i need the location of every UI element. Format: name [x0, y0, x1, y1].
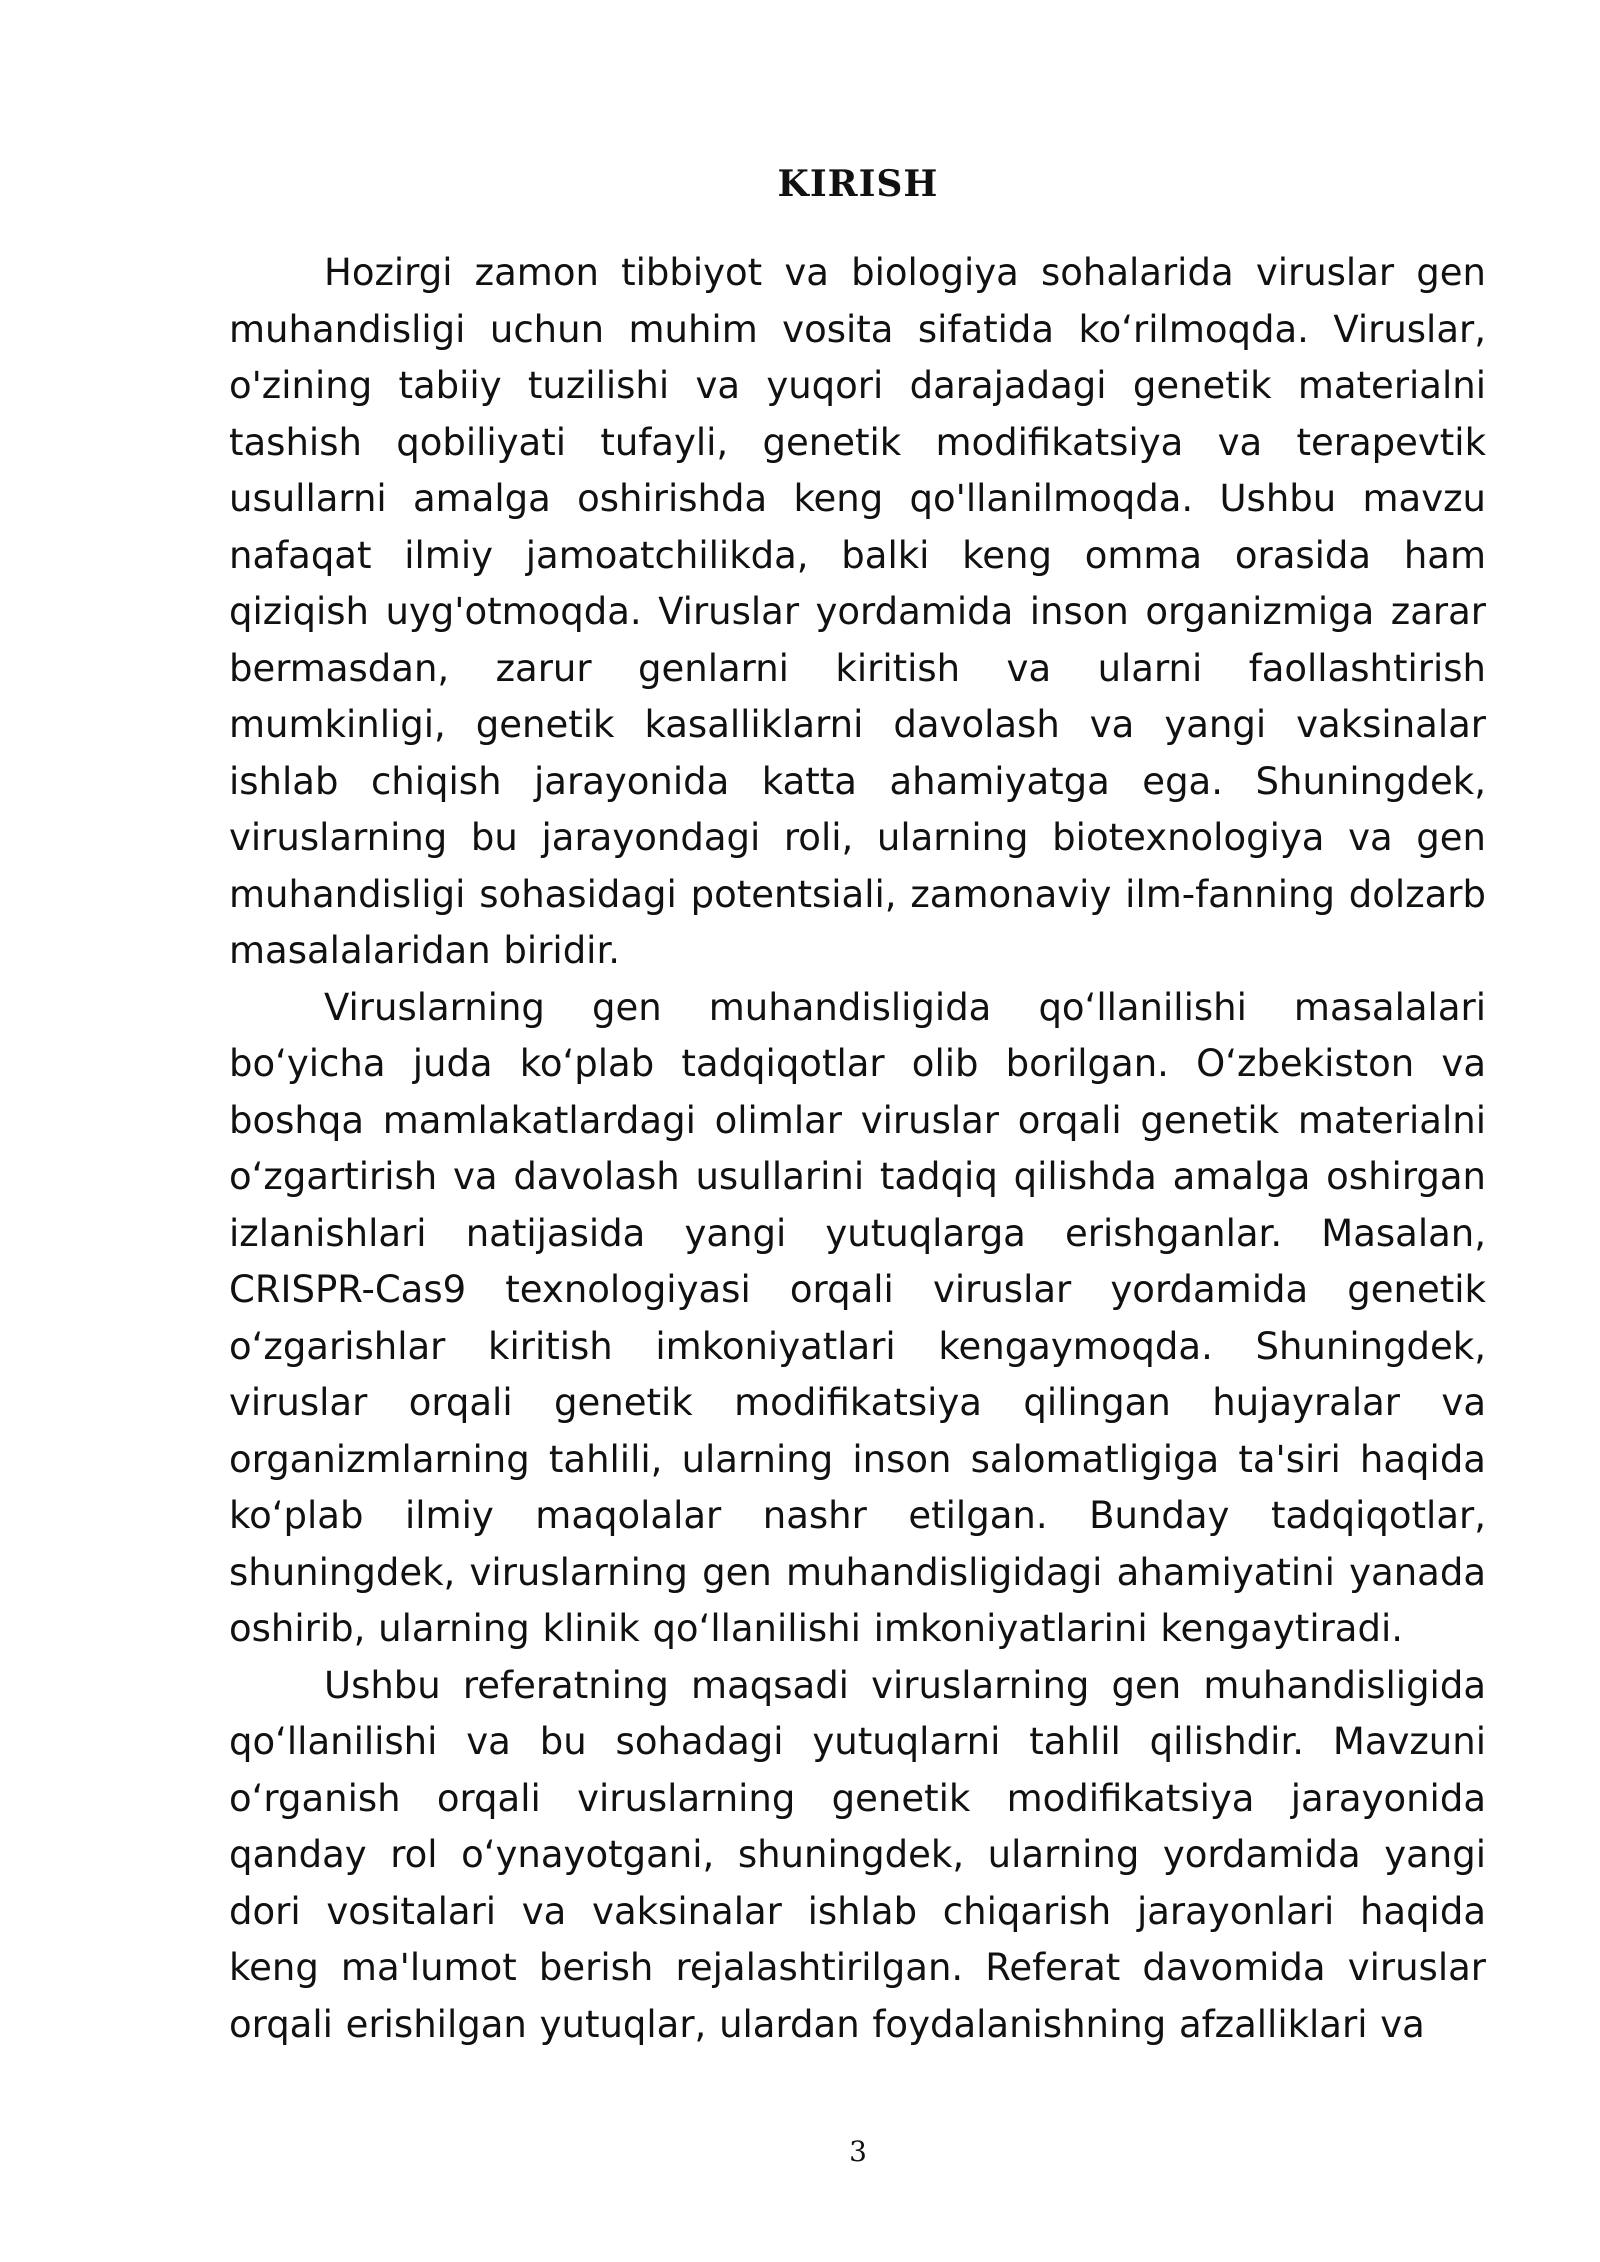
paragraph-research: Viruslarning gen muhandisligida qoʻllanilishi masalalari boʻyicha juda koʻplab tadqiqotlar olib borilgan. Oʻzbekiston va boshqa mamlakatlardagi olimlar viruslar orqali genetik materialni oʻzgartirish va davolash usullarini tadqiq qilishda amalga oshirgan izlanishlari natijasida yangi yutuqlarga erishganlar. Masalan, CRISPR-Cas9 texnologiyasi orqali viruslar yordamida genetik oʻzgarishlar kiritish imkoniyatlari kengaymoqda. Shuningdek, viruslar orqali genetik modifikatsiya qilingan hujayralar va organizmlarning tahlili, ularning inson salomatligiga ta'siri haqida koʻplab ilmiy maqolalar nashr etilgan. Bunday tadqiqotlar, shuningdek, viruslarning gen muhandisligidagi ahamiyatini yanada oshirib, ularning klinik qoʻllanilishi imkoniyatlarini kengaytiradi. [229, 985, 1486, 1650]
paragraph-intro: Hozirgi zamon tibbiyot va biologiya sohalarida viruslar gen muhandisligi uchun muhim vosita sifatida koʻrilmoqda. Viruslar, o'zining tabiiy tuzilishi va yuqori darajadagi genetik materialni tashish qobiliyati tufayli, genetik modifikatsiya va terapevtik usullarni amalga oshirishda keng qo'llanilmoqda. Ushbu mavzu nafaqat ilmiy jamoatchilikda, balki keng omma orasida ham qiziqish uyg'otmoqda. Viruslar yordamida inson organizmiga zarar bermasdan, zarur genlarni kiritish va ularni faollashtirish mumkinligi, genetik kasalliklarni davolash va yangi vaksinalar ishlab chiqish jarayonida katta ahamiyatga ega. Shuningdek, viruslarning bu jarayondagi roli, ularning biotexnologiya va gen muhandisligi sohasidagi potentsiali, zamonaviy ilm-fanning dolzarb masalalaridan biridir. [229, 251, 1486, 972]
section-title: KIRISH [777, 163, 939, 205]
page-number: 3 [849, 2135, 867, 2168]
body-text [229, 245, 1486, 2053]
paragraph-purpose: Ushbu referatning maqsadi viruslarning gen muhandisligida qoʻllanilishi va bu sohadagi yutuqlarni tahlil qilishdir. Mavzuni oʻrganish orqali viruslarning genetik modifikatsiya jarayonida qanday rol oʻynayotgani, shuningdek, ularning yordamida yangi dori vositalari va vaksinalar ishlab chiqarish jarayonlari haqida keng ma'lumot berish rejalashtirilgan. Referat davomida viruslar orqali erishilgan yutuqlar, ulardan foydalanishning afzalliklari va [229, 1663, 1486, 2046]
